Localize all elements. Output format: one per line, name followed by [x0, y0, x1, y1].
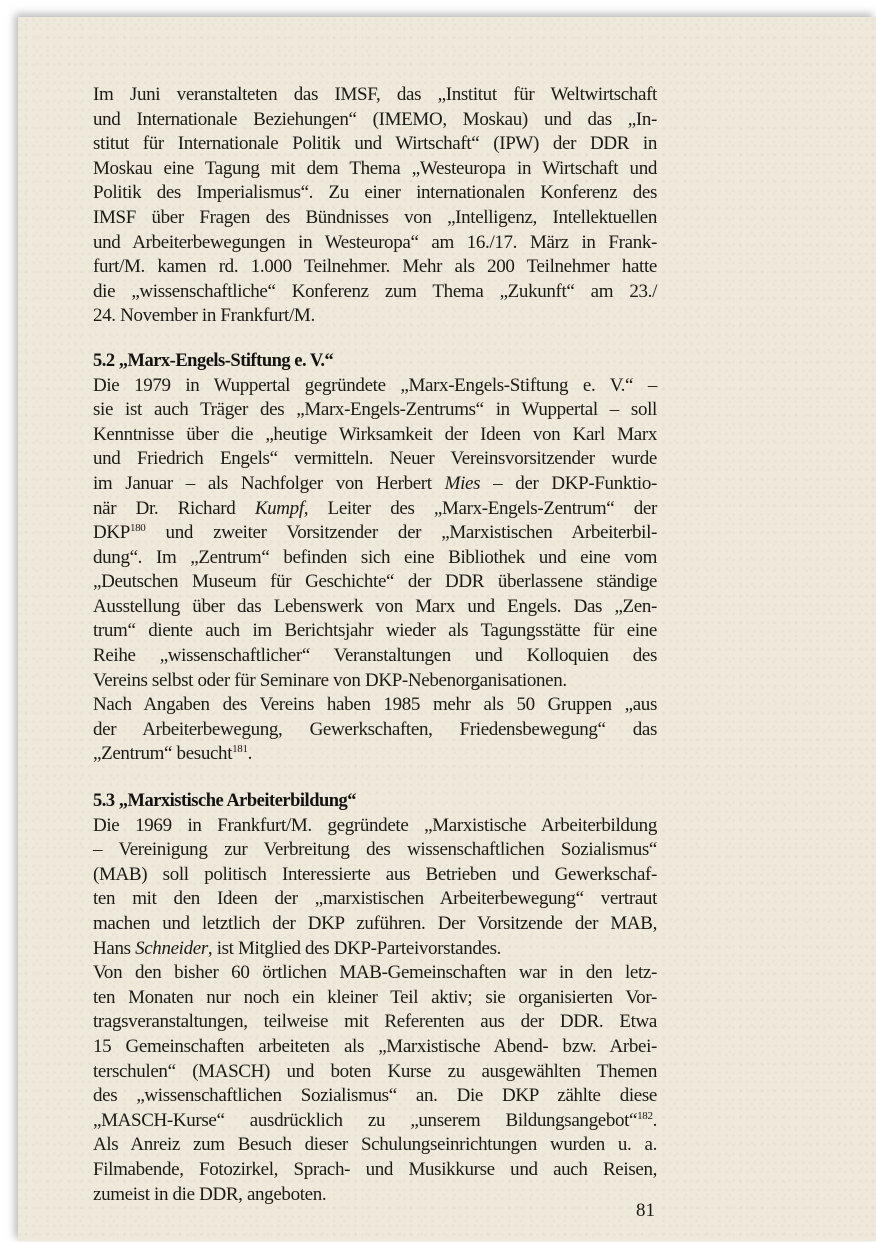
text-line: des „wissenschaftlichen Sozialismus“ an. Die DKP zählte diese: [93, 1085, 657, 1107]
footnote-ref: 181: [232, 743, 248, 756]
text-line: (MAB) soll politisch Interessierte aus Betrieben und Gewerkschaf-: [93, 863, 657, 885]
text-line: – Vereinigung zur Verbreitung des wissenschaftlichen Sozialismus“: [93, 839, 657, 861]
text-line: Vereins selbst oder für Seminare von DKP-Nebenorganisationen.: [93, 669, 567, 691]
text-line: Kenntnisse über die „heutige Wirksamkeit der Ideen von Karl Marx: [93, 423, 657, 445]
text-line: DKP$^{180}$ und zweiter Vorsitzender der „Marxistischen Arbeiterbil-: [93, 522, 657, 544]
text-line: Hans Schneider, ist Mitglied des DKP-Parteivorstandes.: [93, 937, 502, 959]
text-line: und Internationale Beziehungen“ (IMEMO, Moskau) und das „In-: [93, 108, 657, 130]
text-line: zumeist in die DDR, angeboten.: [93, 1183, 327, 1205]
text-line: IMSF über Fragen des Bündnisses von „Intelligenz, Intellektuellen: [93, 206, 657, 228]
text-line: „Deutschen Museum für Geschichte“ der DDR überlassene ständige: [93, 571, 657, 593]
text-line: Reihe „wissenschaftlicher“ Veranstaltungen und Kolloquien des: [93, 645, 657, 667]
text-line: tragsveranstaltungen, teilweise mit Referenten aus der DDR. Etwa: [93, 1011, 657, 1033]
text-line: 15 Gemeinschaften arbeiteten als „Marxistische Abend- bzw. Arbei-: [93, 1035, 657, 1057]
text-line: Politik des Imperialismus“. Zu einer internationalen Konferenz des: [93, 182, 657, 204]
footnote-ref: 182: [637, 1109, 653, 1122]
text-line: Die 1979 in Wuppertal gegründete „Marx-Engels-Stiftung e. V.“ –: [93, 374, 657, 396]
text-line: terschulen“ (MASCH) und boten Kurse zu ausgewählten Themen: [93, 1060, 657, 1082]
text-line: der Arbeiterbewegung, Gewerkschaften, Friedensbewegung“ das: [93, 718, 657, 740]
document-page: [18, 17, 876, 1241]
intro-paragraph: [93, 83, 657, 329]
text-line: und Friedrich Engels“ vermitteln. Neuer Vereinsvorsitzender wurde: [93, 448, 657, 470]
text-column: [93, 83, 657, 1207]
text-line: die „wissenschaftliche“ Konferenz zum Thema „Zukunft“ am 23./: [93, 280, 657, 302]
text-line: Ausstellung über das Lebenswerk von Marx und Engels. Das „Zen-: [93, 595, 657, 617]
section-heading: 5.3 „Marxistische Arbeiterbildung“: [93, 791, 357, 812]
text-line: ten mit den Ideen der „marxistischen Arbeiterbewegung“ vertraut: [93, 888, 657, 910]
text-line: „Zentrum“ besucht$^{181}$.: [93, 743, 252, 765]
text-line: machen und letztlich der DKP zuführen. Der Vorsitzende der MAB,: [93, 913, 657, 934]
text-line: 24. November in Frankfurt/M.: [93, 305, 315, 327]
text-line: Filmabende, Fotozirkel, Sprach- und Musikkurse und auch Reisen,: [93, 1158, 657, 1180]
text-line: dung“. Im „Zentrum“ befinden sich eine Bibliothek und eine vom: [93, 546, 657, 568]
text-line: Als Anreiz zum Besuch dieser Schulungseinrichtungen wurden u. a.: [93, 1134, 657, 1156]
text-line: im Januar – als Nachfolger von Herbert Mies – der DKP-Funktio-: [93, 472, 657, 494]
text-line: ten Monaten nur noch ein kleiner Teil aktiv; sie organisierten Vor-: [93, 986, 657, 1008]
page-number: 81: [636, 1200, 655, 1221]
text-line: Von den bisher 60 örtlichen MAB-Gemeinschaften war in den letz-: [93, 962, 657, 984]
footnote-ref: 180: [129, 522, 146, 535]
text-line: „MASCH-Kurse“ ausdrücklich zu „unserem Bildungsangebot“$^{182}$.: [93, 1109, 657, 1131]
text-line: Im Juni veranstalteten das IMSF, das „Institut für Weltwirtschaft: [93, 84, 657, 105]
text-line: sie ist auch Träger des „Marx-Engels-Zentrums“ in Wuppertal – soll: [93, 399, 657, 421]
text-line: furt/M. kamen rd. 1.000 Teilnehmer. Mehr als 200 Teilnehmer hatte: [93, 256, 657, 278]
text-line: när Dr. Richard Kumpf, Leiter des „Marx-Engels-Zentrum“ der: [93, 497, 657, 519]
text-line: Moskau eine Tagung mit dem Thema „Westeuropa in Wirtschaft und: [93, 157, 657, 179]
section-5-2: [93, 349, 657, 767]
text-line: Die 1969 in Frankfurt/M. gegründete „Marxistische Arbeiterbildung: [93, 814, 657, 836]
text-line: und Arbeiterbewegungen in Westeuropa“ am 16./17. März in Frank-: [93, 231, 657, 253]
section-heading: 5.2 „Marx-Engels-Stiftung e. V.“: [93, 350, 334, 371]
text-line: Nach Angaben des Vereins haben 1985 mehr als 50 Gruppen „aus: [93, 694, 657, 716]
text-line: stitut für Internationale Politik und Wirtschaft“ (IPW) der DDR in: [93, 133, 657, 155]
section-5-3: [93, 789, 657, 1207]
text-line: trum“ diente auch im Berichtsjahr wieder als Tagungsstätte für eine: [93, 620, 657, 642]
